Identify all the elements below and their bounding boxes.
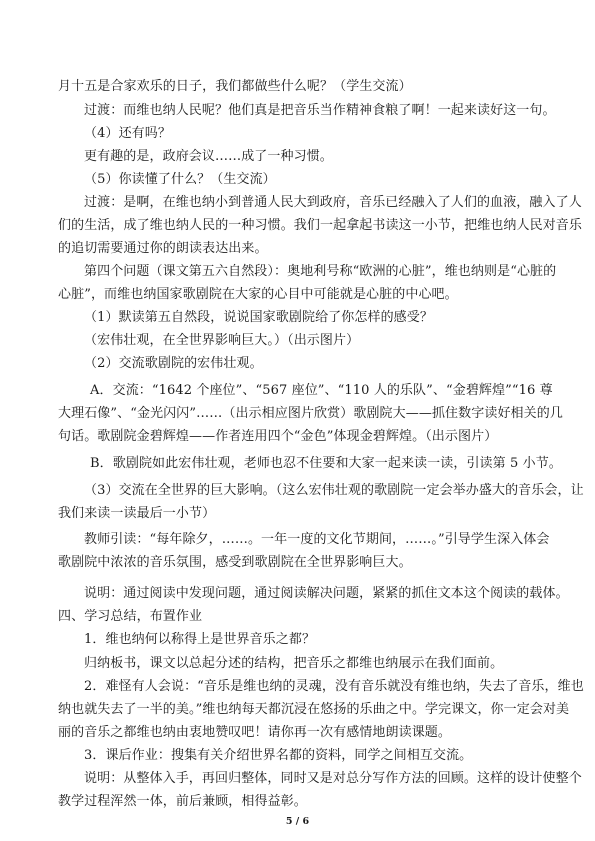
text-line: 月十五是合家欢乐的日子，我们都做些什么呢？（学生交流） bbox=[58, 79, 412, 94]
text-line: 说明：从整体入手，再回归整体，同时又是对总分写作方法的回顾。这样的设计使整个 bbox=[84, 771, 582, 786]
text-line: 更有趣的是，政府会议……成了一种习惯。 bbox=[84, 149, 333, 164]
text-line: 句话。歌剧院金碧辉煌——作者连用四个“金色”体现金碧辉煌。（出示图片） bbox=[58, 429, 498, 444]
text-line: 歌剧院中浓浓的音乐氛围，感受到歌剧院在全世界影响巨大。 bbox=[58, 555, 412, 570]
text-line: B．歌剧院如此宏伟壮观，老师也忍不住要和大家一起来读一读，引读第 5 小节。 bbox=[90, 456, 562, 471]
text-line: （1）默读第五自然段，说说国家歌剧院给了你怎样的感受？ bbox=[84, 310, 433, 325]
text-line: 过渡：是啊，在维也纳小到普通人民大到政府，音乐已经融入了人们的血液，融入了人 bbox=[84, 195, 582, 210]
text-line: 2．难怪有人会说：“音乐是维也纳的灵魂，没有音乐就没有维也纳，失去了音乐，维也 bbox=[84, 679, 584, 694]
text-line: （4）还有吗？ bbox=[84, 126, 171, 141]
text-line: 纳也就失去了一半的美。”维也纳每天都沉浸在悠扬的乐曲之中。学完课文，你一定会对美 bbox=[58, 702, 570, 717]
text-line: （2）交流歌剧院的宏伟壮观。 bbox=[84, 356, 263, 371]
text-line: 第四个问题（课文第五六自然段）：奥地利号称“欧洲的心脏”，维也纳则是“心脏的 bbox=[84, 264, 557, 279]
text-line: 说明：通过阅读中发现问题，通过阅读解决问题，紧紧的抓住文本这个阅读的载体。 bbox=[84, 586, 569, 601]
text-line: 大理石像”、“金光闪闪”……（出示相应图片欣赏）歌剧院大——抓住数字读好相关的几 bbox=[58, 406, 563, 421]
section-heading: 四、学习总结，布置作业 bbox=[58, 609, 203, 624]
page-number: 5 / 6 bbox=[285, 816, 310, 827]
text-line: 我们来读一读最后一小节） bbox=[58, 506, 216, 521]
text-line: 1．维也纳何以称得上是世界音乐之都？ bbox=[84, 632, 316, 647]
text-line: 归纳板书，课文以总起分述的结构，把音乐之都维也纳展示在我们面前。 bbox=[84, 656, 504, 671]
text-line: 的追切需要通过你的朗读表达出来。 bbox=[58, 241, 268, 256]
text-line: A．交流：“1642 个座位”、“567 座位”、“110 人的乐队”、“金碧辉煌”“16 尊 bbox=[90, 383, 553, 398]
text-line: 过渡：而维也纳人民呢？他们真是把音乐当作精神食粮了啊！一起来读好这一句。 bbox=[84, 103, 556, 118]
text-line: 们的生活，成了维也纳人民的一种习惯。我们一起拿起书读这一小节，把维也纳人民对音乐 bbox=[58, 218, 583, 233]
text-line: 心脏”，而维也纳国家歌剧院在大家的心目中可能就是心脏的中心吧。 bbox=[58, 287, 458, 302]
text-line: （5）你读懂了什么？（生交流） bbox=[84, 172, 276, 187]
text-line: （3）交流在全世界的巨大影响。（这么宏伟壮观的歌剧院一定会举办盛大的音乐会，让 bbox=[84, 483, 584, 498]
text-line: 3．课后作业：搜集有关介绍世界名都的资料，同学之间相互交流。 bbox=[84, 748, 473, 763]
text-line: 教师引读：“每年除夕，……。一年一度的文化节期间，……。”引导学生深入体会 bbox=[84, 532, 550, 547]
text-line: 丽的音乐之都维也纳由衷地赞叹吧！请你再一次有感情地朗读课题。 bbox=[58, 725, 452, 740]
text-line: 教学过程浑然一体，前后兼顾，相得益彰。 bbox=[58, 794, 307, 809]
text-line: （宏伟壮观，在全世界影响巨大。）（出示图片） bbox=[84, 333, 360, 348]
